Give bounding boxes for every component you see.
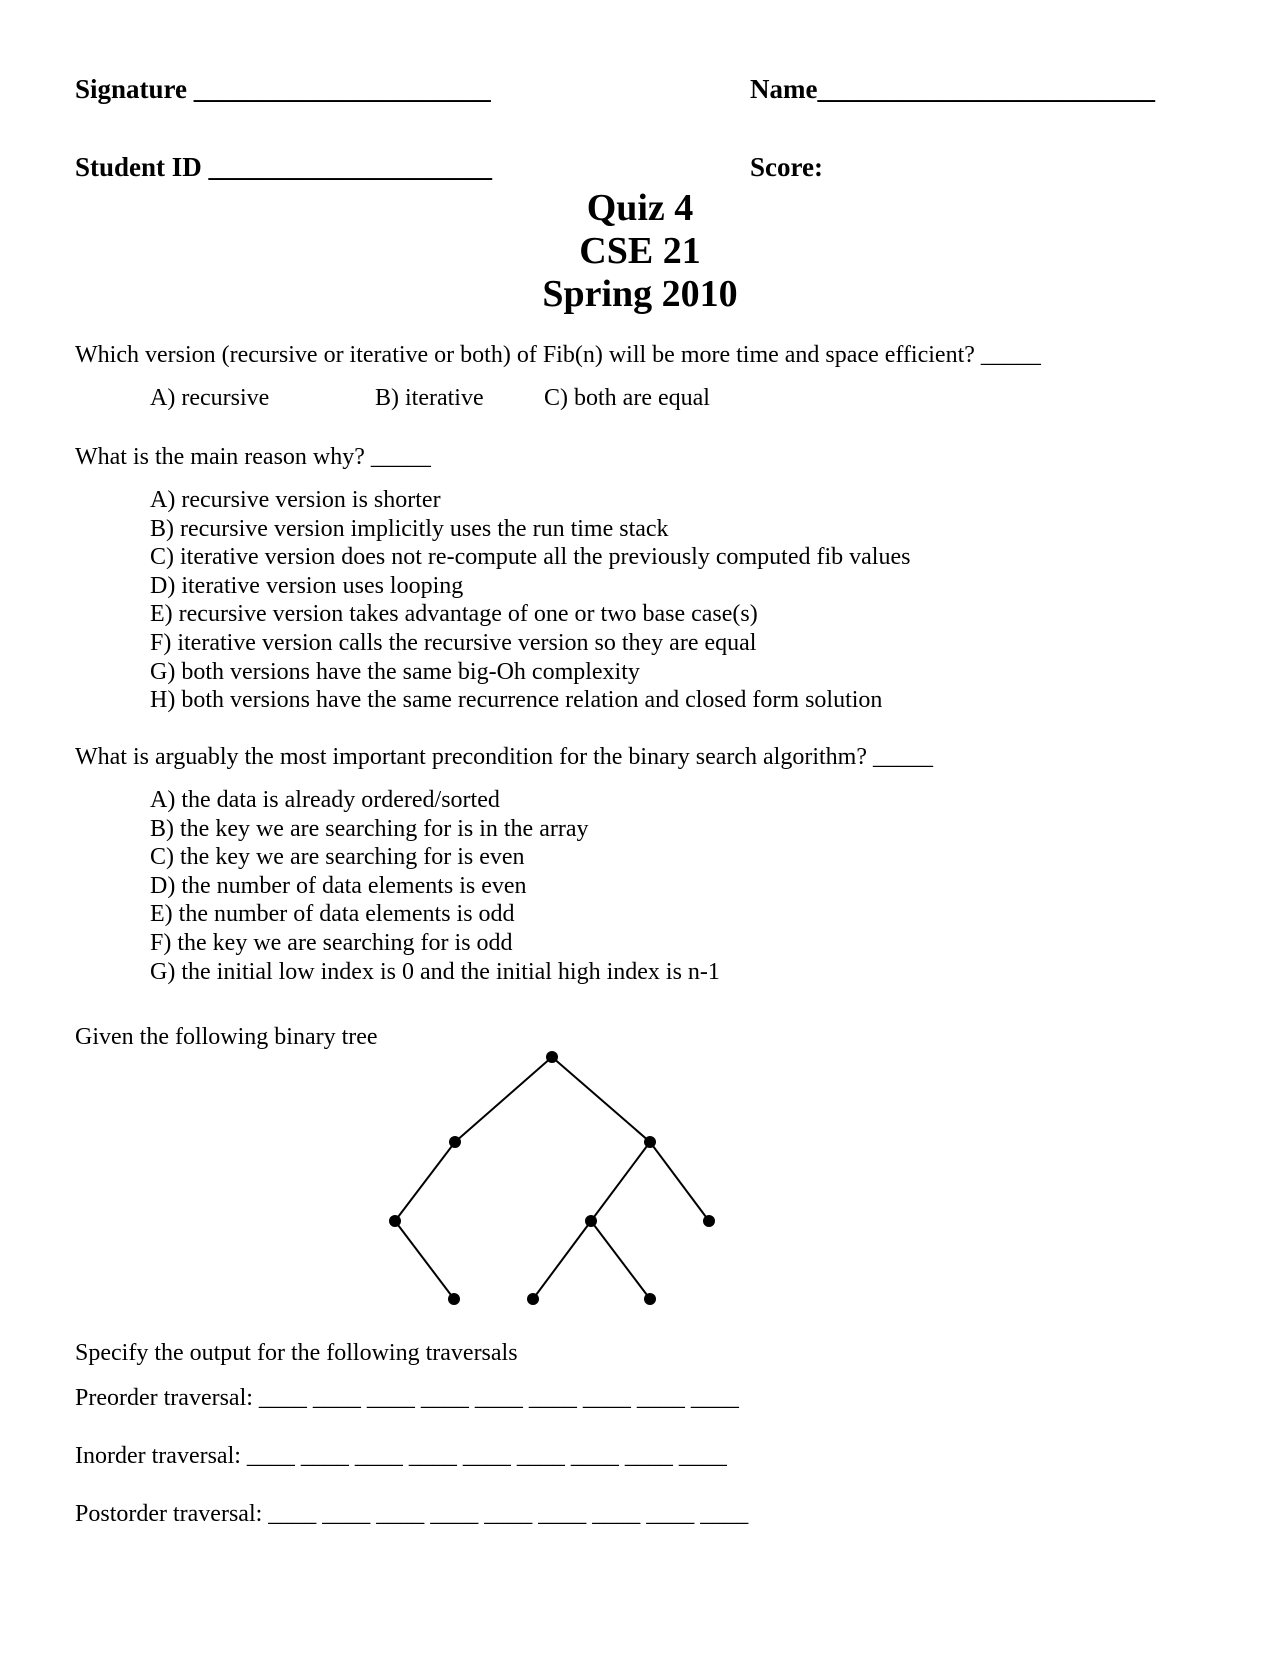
tree-node xyxy=(389,1215,401,1227)
q3-option-c: C) the key we are searching for is even xyxy=(150,844,525,871)
tree-edge xyxy=(533,1221,591,1299)
tree-edge xyxy=(650,1142,709,1221)
student-id-label: Student ID xyxy=(75,152,202,182)
q2-option-a: A) recursive version is shorter xyxy=(150,487,441,513)
tree-edge xyxy=(591,1221,650,1299)
course-title: CSE 21 xyxy=(579,230,701,272)
name-blank[interactable]: _________________________ xyxy=(817,74,1155,104)
q2-option-h: H) both versions have the same recurrence relation and closed form solution xyxy=(150,687,883,714)
question-4-intro: Given the following binary tree xyxy=(75,1024,378,1050)
tree-node xyxy=(644,1293,656,1305)
tree-edge xyxy=(591,1142,650,1221)
tree-edge xyxy=(455,1057,552,1142)
question-3-text: What is arguably the most important precondition for the binary search algorithm? _____ xyxy=(75,744,933,770)
traversal-prompt: Specify the output for the following traversals xyxy=(75,1340,518,1366)
name-label: Name xyxy=(750,74,818,104)
q3-option-g: G) the initial low index is 0 and the initial high index is n-1 xyxy=(150,958,720,985)
q1-option-b: B) iterative xyxy=(375,385,484,411)
question-1-text: Which version (recursive or iterative or both) of Fib(n) will be more time and space efficient? _____ xyxy=(75,342,1041,368)
signature-label: Signature xyxy=(75,74,188,104)
q2-option-c: C) iterative version does not re-compute all the previously computed fib values xyxy=(150,544,911,571)
q3-option-a: A) the data is already ordered/sorted xyxy=(150,787,500,813)
q3-option-b: B) the key we are searching for is in the array xyxy=(150,815,589,842)
preorder-answer-line[interactable]: Preorder traversal: ____ ____ ____ ____ ____ ____ ____ ____ ____ xyxy=(75,1385,739,1411)
q2-option-d: D) iterative version uses looping xyxy=(150,572,464,599)
tree-node xyxy=(703,1215,715,1227)
tree-edge xyxy=(395,1221,454,1299)
tree-node xyxy=(448,1293,460,1305)
q3-option-f: F) the key we are searching for is odd xyxy=(150,929,513,956)
q2-option-f: F) iterative version calls the recursive version so they are equal xyxy=(150,629,757,656)
tree-node-root xyxy=(546,1051,558,1063)
tree-edge xyxy=(552,1057,650,1142)
tree-node xyxy=(644,1136,656,1148)
quiz-title: Quiz 4 xyxy=(586,187,694,229)
question-2-text: What is the main reason why? _____ xyxy=(75,444,431,470)
tree-edge xyxy=(395,1142,455,1221)
postorder-answer-line[interactable]: Postorder traversal: ____ ____ ____ ____ ____ ____ ____ ____ ____ xyxy=(75,1501,749,1527)
inorder-answer-line[interactable]: Inorder traversal: ____ ____ ____ ____ ____ ____ ____ ____ ____ xyxy=(75,1443,727,1469)
q2-option-g: G) both versions have the same big-Oh complexity xyxy=(150,658,640,685)
signature-blank[interactable]: ______________________ xyxy=(193,74,491,104)
q3-option-e: E) the number of data elements is odd xyxy=(150,901,515,928)
q2-option-e: E) recursive version takes advantage of one or two base case(s) xyxy=(150,601,758,628)
student-id-blank[interactable]: _____________________ xyxy=(208,152,493,182)
tree-node xyxy=(585,1215,597,1227)
tree-node xyxy=(527,1293,539,1305)
q1-option-a: A) recursive xyxy=(150,385,270,411)
term-title: Spring 2010 xyxy=(542,273,738,315)
q2-option-b: B) recursive version implicitly uses the run time stack xyxy=(150,515,669,542)
score-label: Score: xyxy=(750,152,823,182)
tree-node xyxy=(449,1136,461,1148)
q1-option-c: C) both are equal xyxy=(544,385,710,411)
q3-option-d: D) the number of data elements is even xyxy=(150,872,527,899)
